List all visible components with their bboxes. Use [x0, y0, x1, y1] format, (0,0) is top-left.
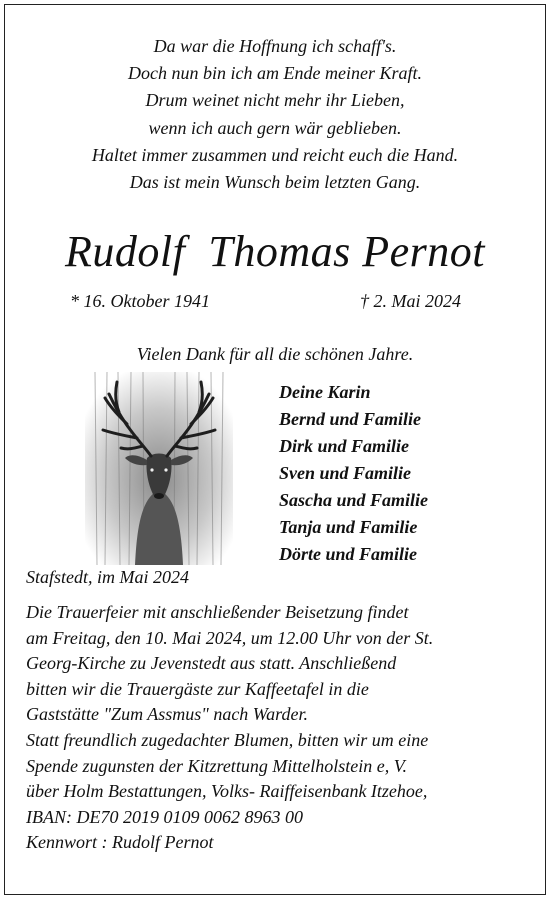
funeral-info-line: Georg-Kirche zu Jevenstedt aus statt. Anschließend [26, 653, 397, 673]
poem-line: Drum weinet nicht mehr ihr Lieben, [145, 90, 405, 111]
mourners-list [279, 379, 428, 568]
poem-line: wenn ich auch gern wär geblieben. [148, 117, 402, 138]
mourner: Bernd und Familie [279, 409, 422, 429]
mourner: Dörte und Familie [279, 544, 418, 564]
funeral-info [26, 600, 433, 728]
donation-info-line: Statt freundlich zugedachter Blumen, bitten wir um eine [26, 730, 429, 750]
poem-line: Das ist mein Wunsch beim letzten Gang. [129, 172, 421, 193]
poem [5, 33, 545, 196]
donation-info-line: über Holm Bestattungen, Volks- Raiffeisenbank Itzehoe, [26, 781, 428, 801]
mourner: Tanja und Familie [279, 517, 418, 537]
stag-icon [85, 372, 233, 565]
poem-line: Haltet immer zusammen und reicht euch die Hand. [91, 144, 459, 165]
place-date: Stafstedt, im Mai 2024 [26, 567, 189, 587]
birth-date: * 16. Oktober 1941 [70, 291, 210, 311]
mourner: Sven und Familie [279, 463, 412, 483]
thanks-line: Vielen Dank für all die schönen Jahre. [136, 344, 414, 364]
funeral-info-line: Gaststätte "Zum Assmus" nach Warder. [26, 704, 308, 724]
deceased-name: Rudolf Thomas Pernot [65, 227, 485, 276]
donation-info [26, 728, 428, 856]
mourner: Sascha und Familie [279, 490, 429, 510]
mourner: Deine Karin [279, 382, 371, 402]
funeral-info-line: am Freitag, den 10. Mai 2024, um 12.00 Uhr von der St. [26, 627, 434, 648]
mourner: Dirk und Familie [279, 436, 410, 456]
poem-line: Da war die Hoffnung ich schaff's. [153, 36, 397, 56]
donation-info-line: Kennwort : Rudolf Pernot [26, 832, 214, 852]
death-date: † 2. Mai 2024 [360, 291, 461, 311]
funeral-info-line: bitten wir die Trauergäste zur Kaffeetafel in die [26, 678, 369, 699]
funeral-info-line: Die Trauerfeier mit anschließender Beisetzung findet [26, 602, 409, 622]
donation-info-line: IBAN: DE70 2019 0109 0062 8963 00 [26, 806, 303, 827]
obituary-notice [4, 4, 546, 895]
poem-line: Doch nun bin ich am Ende meiner Kraft. [128, 63, 422, 84]
donation-info-line: Spende zugunsten der Kitzrettung Mittelholstein e, V. [26, 755, 407, 776]
